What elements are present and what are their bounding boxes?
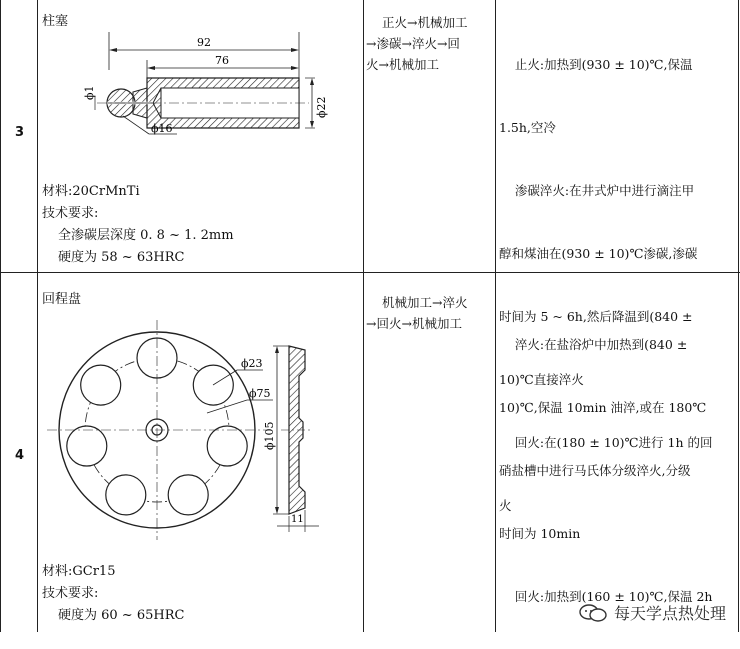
- process-line: 10)℃,保温 10min 油淬,或在 180℃: [499, 400, 707, 415]
- chat-bubble-icon: [578, 603, 608, 623]
- process-cell: [499, 292, 737, 649]
- route-line: →回火→机械加工: [366, 316, 462, 331]
- process-line: 火: [499, 498, 512, 513]
- process-line: 回火:加热到(160 ± 10)℃,保温 2h: [499, 589, 713, 604]
- process-line: 10)℃直接淬火: [499, 372, 584, 387]
- process-line: 渗碳淬火:在井式炉中进行滴注甲: [499, 183, 695, 198]
- dimension-11: 11: [291, 514, 304, 525]
- route-line: 火→机械加工: [366, 57, 439, 72]
- route-cell: [366, 12, 494, 75]
- watermark: [578, 601, 726, 624]
- route-line: →渗碳→淬火→回: [366, 36, 460, 51]
- dimension-76: 76: [215, 54, 229, 67]
- dimension-phi16: ϕ16: [151, 122, 173, 135]
- route-line: 机械加工→淬火: [382, 295, 468, 310]
- process-line: 1.5h,空冷: [499, 120, 556, 135]
- return-plate-drawing: [37, 310, 363, 540]
- watermark-text: 每天学点热处理: [613, 604, 726, 623]
- part-name: 柱塞: [42, 14, 69, 29]
- requirement-line: 全渗碳层深度 0. 8 ~ 1. 2mm: [58, 228, 234, 243]
- material-label: 材料:20CrMnTi: [42, 184, 140, 199]
- route-line: 正火→机械加工: [382, 15, 468, 30]
- row-number: 3: [15, 125, 25, 140]
- dimension-phi1: ϕ1: [83, 85, 96, 100]
- table-border-right: [738, 0, 739, 632]
- process-line: 回火:在(180 ± 10)℃进行 1h 的回: [499, 435, 713, 450]
- column-divider-3: [495, 0, 496, 632]
- tech-req-label: 技术要求:: [42, 586, 99, 601]
- process-line: 止火:加热到(930 ± 10)℃,保温: [499, 57, 693, 72]
- requirement-line: 硬度为 58 ~ 63HRC: [58, 250, 185, 265]
- tech-req-label: 技术要求:: [42, 206, 99, 221]
- dimension-phi22: ϕ22: [315, 96, 328, 118]
- material-label: 材料:GCr15: [42, 564, 116, 579]
- process-line: 时间为 10min: [499, 526, 581, 541]
- row-number: 4: [15, 448, 25, 463]
- dimension-phi105: ϕ105: [263, 421, 276, 450]
- plunger-drawing: [37, 30, 363, 160]
- process-line: 淬火:在盐浴炉中加热到(840 ±: [499, 337, 688, 352]
- dimension-phi75: ϕ75: [249, 387, 271, 400]
- dimension-phi23: ϕ23: [241, 357, 263, 370]
- column-divider-2: [363, 0, 364, 632]
- part-name: 回程盘: [42, 292, 82, 307]
- process-line: 硝盐槽中进行马氏体分级淬火,分级: [499, 463, 691, 478]
- dimension-92: 92: [197, 36, 211, 49]
- requirement-line: 硬度为 60 ~ 65HRC: [58, 608, 185, 623]
- table-border-left: [0, 0, 1, 632]
- process-line: 醇和煤油在(930 ± 10)℃渗碳,渗碳: [499, 246, 698, 261]
- route-cell: [366, 292, 494, 334]
- process-line: 时间为 5 ~ 6h,然后降温到(840 ±: [499, 309, 693, 324]
